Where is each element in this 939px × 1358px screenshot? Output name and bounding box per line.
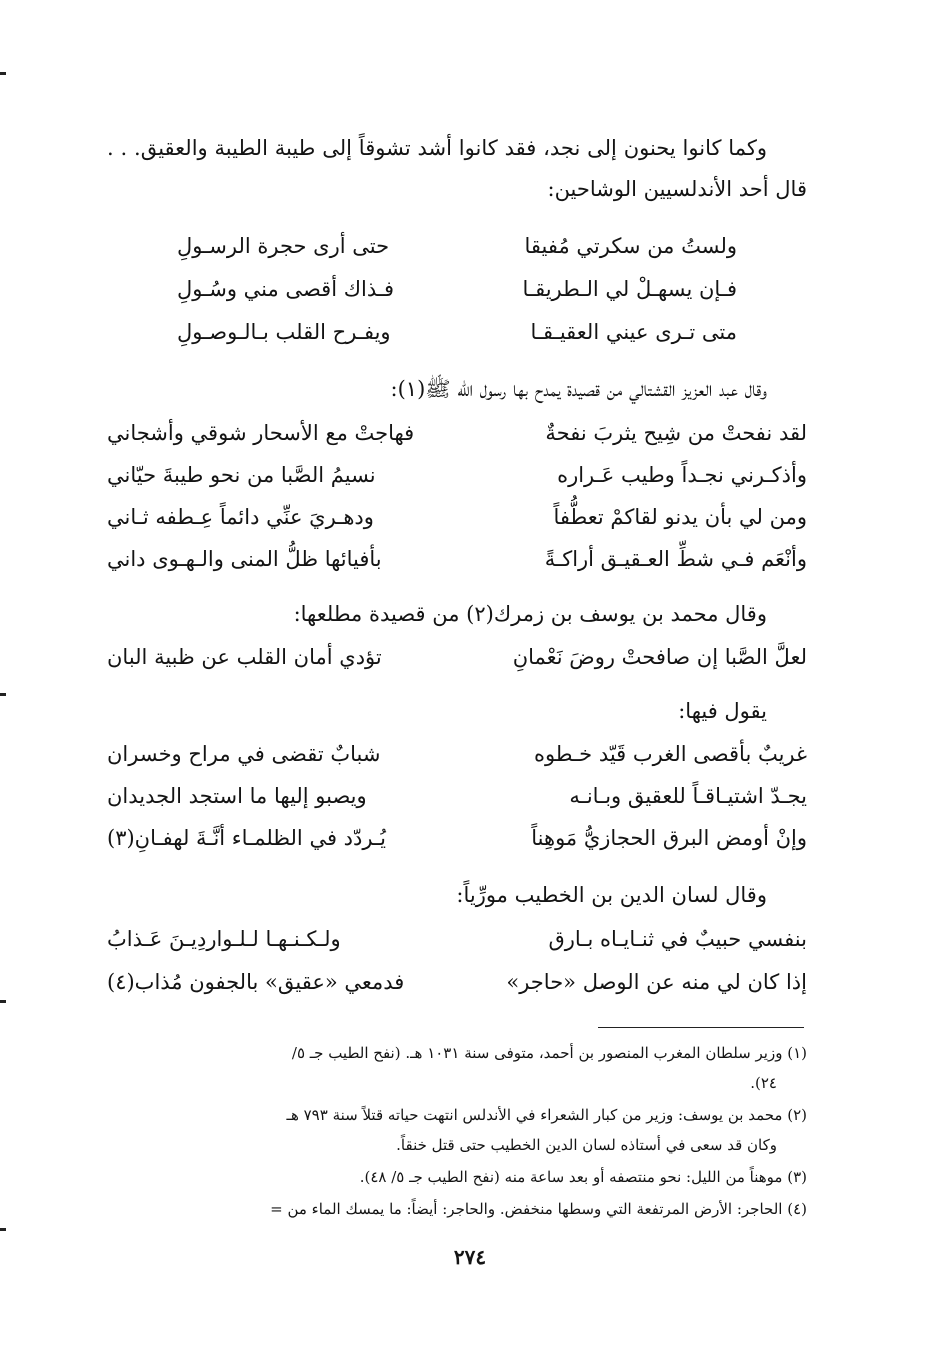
- verse-line: [107, 961, 807, 1003]
- footnote-continuation: وكان قد سعى في أستاذه لسان الدين الخطيب حتى قتل خنقاً.: [396, 1136, 777, 1154]
- hemistich-first: وأذكـرني نجـداً وطيب عَـراره: [557, 463, 807, 487]
- verse-line: [107, 311, 807, 353]
- margin-mark: [0, 693, 6, 696]
- hemistich-second: ويصبو إليها ما استجد الجديدان: [107, 784, 367, 808]
- hemistich-second: ولـكـنـهـا لـلـواردِيـنَ عَـذابُ: [107, 927, 341, 951]
- margin-mark: [0, 1228, 6, 1231]
- footnote-text: (١) وزير سلطان المغرب المنصور بن أحمد، متوفى سنة ١٠٣١ هـ. (نفح الطيب جـ ٥/: [291, 1044, 807, 1062]
- verse-line: [107, 225, 807, 267]
- verse-line: [107, 268, 807, 310]
- hemistich-first: ومن لي بأن يدنو لقاكمْ تعطُّفاً: [553, 505, 807, 529]
- hemistich-second: ويفـرح القلب بـالـوصـولِ: [177, 320, 391, 344]
- verse-line: [107, 454, 807, 496]
- hemistich-second: فدمعي «عقيق» بالجفون مُذاب(٤): [107, 970, 405, 994]
- verse-line: [107, 775, 807, 817]
- margin-mark: [0, 72, 6, 75]
- footnotes: [107, 1038, 807, 1226]
- paragraph-text: وكما كانوا يحنون إلى نجد، فقد كانوا أشد تشوقاً إلى طيبة الطيبة والعقيق. . . قال أحد الأندلسيين الوشاحين:: [107, 136, 807, 201]
- poem-intro: يقول فيها:: [678, 699, 767, 723]
- footnote-3: [107, 1162, 807, 1192]
- verse-line: [107, 538, 807, 580]
- hemistich-first: ولستُ من سكرتي مُفيقا: [524, 234, 737, 258]
- verse-line: [107, 918, 807, 960]
- hemistich-second: حتى أرى حجرة الرسـولِ: [177, 234, 390, 258]
- hemistich-first: وإنْ أومض البرق الحجازيُّ مَوهِناً: [531, 826, 807, 850]
- hemistich-first: وأنْعَم فـي شطِّ العـقيـق أراكـةً: [544, 547, 807, 571]
- footnote-4: [107, 1194, 807, 1224]
- footnote-text: (٣) موهناً من الليل: نحو منتصفه أو بعد ساعة منه (نفح الطيب جـ ٥/ ٤٨).: [359, 1168, 807, 1186]
- hemistich-second: تؤدي أمان القلب عن ظبية البان: [107, 645, 382, 669]
- hemistich-first: فـإن يسهـلْ لي الـطريقـا: [522, 277, 737, 301]
- margin-mark: [0, 1000, 6, 1003]
- hemistich-second: فـذاك أقصى مني وسُـولِ: [177, 277, 395, 301]
- hemistich-second: ودهـريَ عنِّي دائماً عِـطفه ثـاني: [107, 505, 374, 529]
- hemistich-second: يُـردّد في الظلمـاء أنَّـةَ لهفـانِ(٣): [107, 826, 386, 850]
- intro-paragraph: [107, 128, 807, 210]
- footnote-continuation: ٢٤).: [750, 1074, 777, 1092]
- footnote-1: [107, 1038, 807, 1098]
- hemistich-first: يجـدّ اشتيـاقـاً للعقيق وبـانـه: [569, 784, 807, 808]
- hemistich-first: إذا كان لي منه عن الوصل «حاجر»: [506, 970, 807, 994]
- hemistich-first: متى تـرى عيني العقيـقـا: [530, 320, 737, 344]
- hemistich-first: بنفسي حبيبٌ في ثنـايـاه بـارق: [548, 927, 807, 951]
- footnote-text: (٤) الحاجر: الأرض المرتفعة التي وسطها منخفض. والحاجر: أيضاً: ما يمسك الماء من =: [270, 1200, 807, 1218]
- verse-line: [107, 733, 807, 775]
- poem-intro: وقال محمد بن يوسف بن زمرك(٢) من قصيدة مطلعها:: [293, 602, 767, 626]
- hemistich-second: نسيمُ الصَّبا من نحو طيبةَ حيّاني: [107, 463, 376, 487]
- hemistich-second: فهاجتْ مع الأسحار شوقي وأشجاني: [107, 421, 415, 445]
- hemistich-first: غريبٌ بأقصى الغرب قَيّد خـطوه: [533, 742, 807, 766]
- hemistich-first: لقد نفحتْ من شِيح يثربَ نفحةٌ: [545, 421, 807, 445]
- hemistich-first: لعلَّ الصَّبا إن صافحتْ روضَ نَعْمانِ: [512, 645, 807, 669]
- verse-line: [107, 496, 807, 538]
- hemistich-second: شبابٌ تقضى في مراح وخسران: [107, 742, 381, 766]
- page-number: ٢٧٤: [453, 1245, 487, 1269]
- verse-line: [107, 636, 807, 678]
- footnote-separator: [598, 1027, 804, 1028]
- footnote-text: (٢) محمد بن يوسف: وزير من كبار الشعراء في الأندلس انتهت حياته قتلاً سنة ٧٩٣ هـ: [286, 1106, 807, 1124]
- footnote-2: [107, 1100, 807, 1160]
- verse-line: [107, 412, 807, 454]
- hemistich-second: بأفيائها ظلُّ المنى والـهـوى داني: [107, 547, 382, 571]
- poem-intro: وقال لسان الدين بن الخطيب مورِّياً:: [456, 883, 767, 907]
- verse-line: [107, 817, 807, 859]
- poem-intro: وقال عبد العزيز القشتالي من قصيدة يمدح بها رسول الله ﷺ(١):: [390, 377, 767, 401]
